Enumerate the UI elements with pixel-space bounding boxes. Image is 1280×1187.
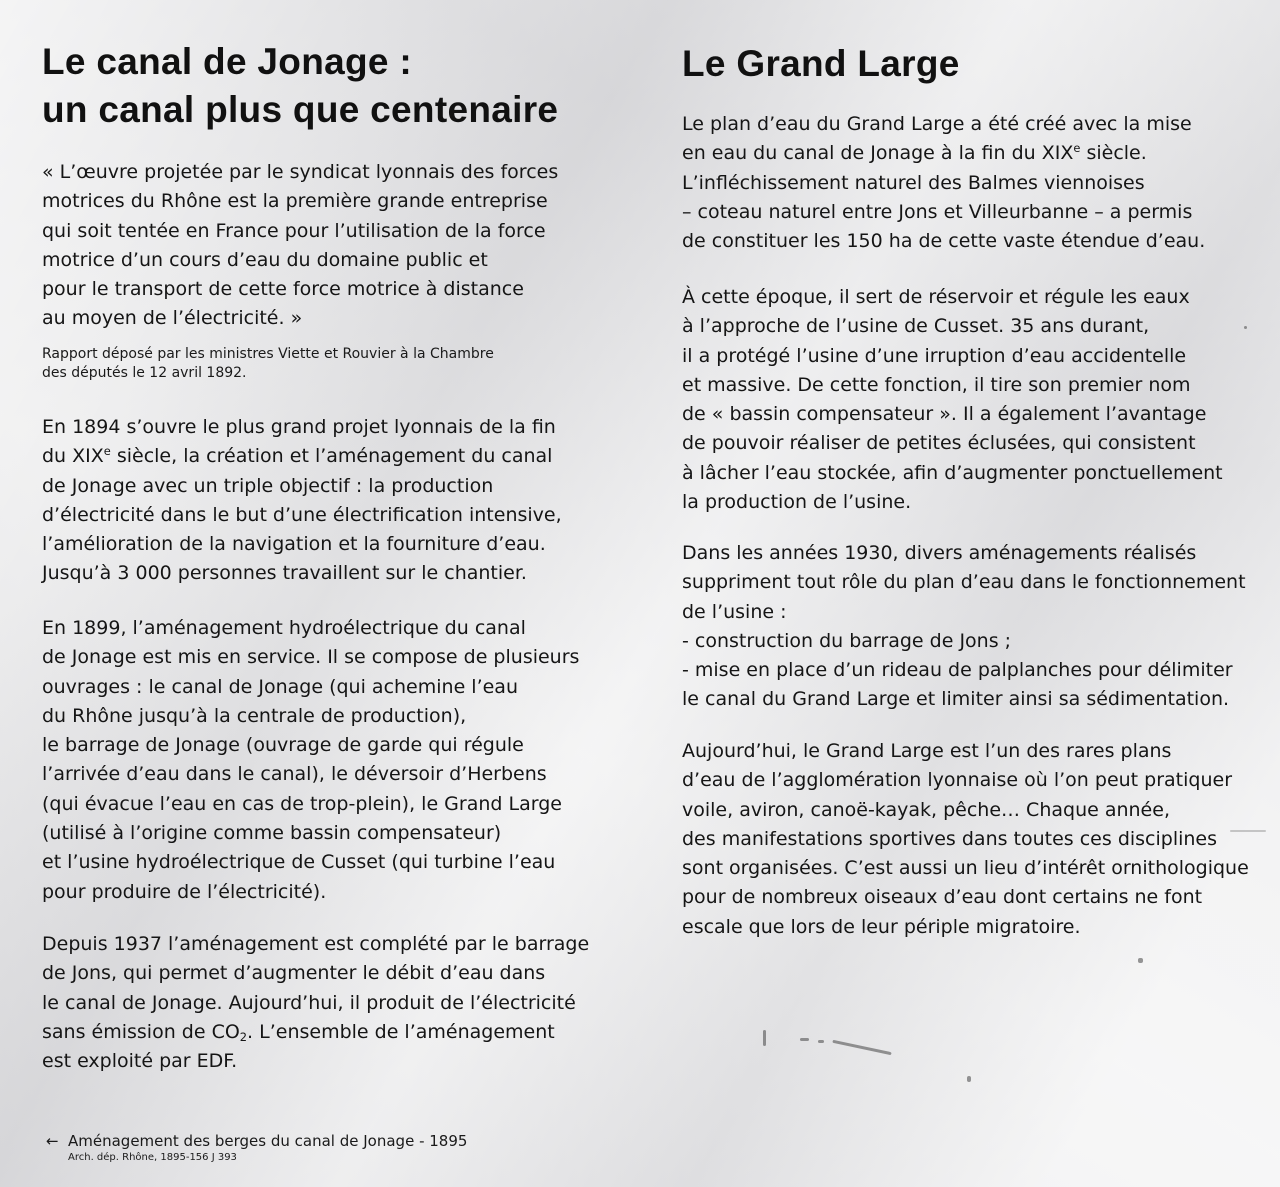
paragraph-line: d’eau de l’agglomération lyonnaise où l’on peut pratiquer xyxy=(682,769,1233,792)
paragraph-line: Aujourd’hui, le Grand Large est l’un des rares plans xyxy=(682,740,1172,762)
paragraph-line: à lâcher l’eau stockée, afin d’augmenter ponctuellement xyxy=(682,461,1223,484)
roman-numeral: du XIX xyxy=(42,445,104,468)
paragraph-line: escale que lors de leur périple migratoire. xyxy=(682,915,1081,938)
paragraph-line: - construction du barrage de Jons ; xyxy=(682,629,1012,652)
surface-scratch xyxy=(1230,830,1266,832)
right-paragraph-2 xyxy=(682,283,1223,517)
paragraph-line: des manifestations sportives dans toutes ces disciplines xyxy=(682,827,1218,850)
left-arrow-icon: ← xyxy=(46,1132,59,1150)
paragraph-line: Depuis 1937 l’aménagement est complété par le barrage xyxy=(42,933,590,955)
paragraph-line: de pouvoir réaliser de petites éclusées, qui consistent xyxy=(682,432,1196,455)
right-paragraph-1 xyxy=(682,110,1205,256)
paragraph-line xyxy=(682,139,1205,168)
paragraph-line: il a protégé l’usine d’une irruption d’eau accidentelle xyxy=(682,344,1187,367)
paragraph-line: suppriment tout rôle du plan d’eau dans le fonctionnement xyxy=(682,571,1246,594)
line-rest: siècle. xyxy=(1080,142,1147,165)
paragraph-line: de « bassin compensateur ». Il a également l’avantage xyxy=(682,403,1207,426)
paragraph-line: (utilisé à l’origine comme bassin compensateur) xyxy=(42,822,502,845)
left-title xyxy=(42,38,558,134)
paragraph-line: est exploité par EDF. xyxy=(42,1050,238,1073)
surface-scratch xyxy=(967,1076,971,1082)
paragraph-line: le canal du Grand Large et limiter ainsi sa sédimentation. xyxy=(682,688,1230,711)
paragraph-line: de Jons, qui permet d’augmenter le débit d’eau dans xyxy=(42,962,546,985)
left-title-line-1: Le canal de Jonage : xyxy=(42,41,412,82)
right-title xyxy=(682,40,960,88)
paragraph-line xyxy=(42,442,562,471)
quote-line: qui soit tentée en France pour l’utilisation de la force xyxy=(42,219,546,242)
paragraph-line: Dans les années 1930, divers aménagements réalisés xyxy=(682,542,1197,564)
right-title-line: Le Grand Large xyxy=(682,43,960,84)
paragraph-line: à l’approche de l’usine de Cusset. 35 ans durant, xyxy=(682,315,1150,338)
paragraph-line: – coteau naturel entre Jons et Villeurbanne – a permis xyxy=(682,200,1193,223)
quote-line: « L’œuvre projetée par le syndicat lyonnais des forces xyxy=(42,161,559,183)
quote-source-line: des députés le 12 avril 1892. xyxy=(42,365,247,381)
surface-scratch xyxy=(800,1038,809,1041)
paragraph-line: de l’usine : xyxy=(682,600,787,623)
quote-line: motrices du Rhône est la première grande entreprise xyxy=(42,190,548,213)
line-rest: . L’ensemble de l’aménagement xyxy=(247,1020,555,1043)
paragraph-line: (qui évacue l’eau en cas de trop-plein), le Grand Large xyxy=(42,792,562,815)
paragraph-line: du Rhône jusqu’à la centrale de production), xyxy=(42,704,467,727)
paragraph-line: Le plan d’eau du Grand Large a été créé avec la mise xyxy=(682,113,1192,135)
left-title-line-2: un canal plus que centenaire xyxy=(42,89,559,130)
paragraph-line: et massive. De cette fonction, il tire son premier nom xyxy=(682,373,1191,396)
paragraph-line: voile, aviron, canoë-kayak, pêche… Chaque année, xyxy=(682,798,1170,821)
left-paragraph-2 xyxy=(42,614,579,907)
surface-scratch xyxy=(763,1030,766,1046)
caption-text: Aménagement des berges du canal de Jonage - 1895 xyxy=(68,1132,468,1150)
paragraph-line: l’amélioration de la navigation et la fourniture d’eau. xyxy=(42,533,546,556)
paragraph-line: de constituer les 150 ha de cette vaste étendue d’eau. xyxy=(682,230,1206,253)
paragraph-line xyxy=(42,1018,589,1047)
paragraph-line: À cette époque, il sert de réservoir et régule les eaux xyxy=(682,286,1190,308)
paragraph-line: pour produire de l’électricité). xyxy=(42,880,327,903)
paragraph-line: le barrage de Jonage (ouvrage de garde qui régule xyxy=(42,734,524,757)
line-rest: siècle, la création et l’aménagement du canal xyxy=(110,445,553,468)
paragraph-line: L’infléchissement naturel des Balmes viennoises xyxy=(682,171,1145,194)
quote xyxy=(42,158,558,334)
right-paragraph-4 xyxy=(682,737,1249,942)
image-caption xyxy=(46,1131,467,1165)
surface-scratch xyxy=(818,1040,824,1043)
surface-scratch xyxy=(1244,326,1247,329)
paragraph-line: pour de nombreux oiseaux d’eau dont certains ne font xyxy=(682,886,1203,909)
subscript: 2 xyxy=(239,1029,248,1044)
superscript: e xyxy=(1073,141,1081,156)
line-start: sans émission de CO xyxy=(42,1020,240,1043)
quote-source xyxy=(42,345,494,383)
paragraph-line: de Jonage est mis en service. Il se compose de plusieurs xyxy=(42,646,580,669)
quote-source-line: Rapport déposé par les ministres Viette et Rouvier à la Chambre xyxy=(42,346,494,362)
paragraph-line: Jusqu’à 3 000 personnes travaillent sur le chantier. xyxy=(42,562,527,585)
paragraph-line: En 1899, l’aménagement hydroélectrique du canal xyxy=(42,617,526,639)
paragraph-line: l’arrivée d’eau dans le canal), le déversoir d’Herbens xyxy=(42,763,547,786)
paragraph-line: ouvrages : le canal de Jonage (qui achemine l’eau xyxy=(42,675,518,698)
surface-scratch xyxy=(1138,958,1143,963)
right-paragraph-3 xyxy=(682,539,1246,715)
caption-source: Arch. dép. Rhône, 1895-156 J 393 xyxy=(68,1152,237,1163)
paragraph-line: sont organisées. C’est aussi un lieu d’intérêt ornithologique xyxy=(682,857,1249,880)
superscript: e xyxy=(103,444,111,459)
quote-line: au moyen de l’électricité. » xyxy=(42,307,303,330)
paragraph-line: d’électricité dans le but d’une électrification intensive, xyxy=(42,503,562,526)
surface-scratch xyxy=(832,1040,891,1055)
quote-line: motrice d’un cours d’eau du domaine public et xyxy=(42,248,488,271)
paragraph-line: et l’usine hydroélectrique de Cusset (qui turbine l’eau xyxy=(42,851,556,874)
caption-main xyxy=(46,1131,467,1151)
quote-line: pour le transport de cette force motrice à distance xyxy=(42,278,524,301)
paragraph-line: En 1894 s’ouvre le plus grand projet lyonnais de la fin xyxy=(42,416,556,438)
paragraph-line: la production de l’usine. xyxy=(682,491,912,514)
paragraph-line: - mise en place d’un rideau de palplanches pour délimiter xyxy=(682,659,1233,682)
left-paragraph-1 xyxy=(42,413,562,589)
paragraph-line: le canal de Jonage. Aujourd’hui, il produit de l’électricité xyxy=(42,991,576,1014)
left-paragraph-3 xyxy=(42,930,589,1076)
line-start: en eau du canal de Jonage à la fin du XIX xyxy=(682,142,1074,165)
paragraph-line: de Jonage avec un triple objectif : la production xyxy=(42,474,494,497)
